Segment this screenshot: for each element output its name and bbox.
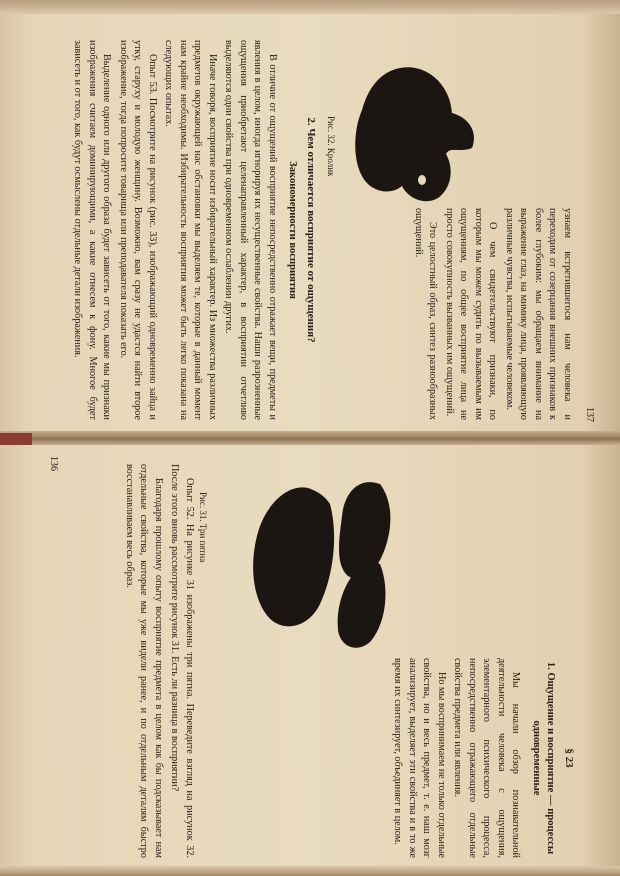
page-number: 137 bbox=[584, 407, 595, 422]
figure-31-caption: Рис. 31. Три пятна bbox=[198, 492, 208, 563]
bookmark-ribbon bbox=[0, 433, 32, 445]
page-number: 136 bbox=[48, 456, 59, 471]
page-edge-bottom bbox=[0, 866, 620, 876]
figure-31-three-spots bbox=[235, 464, 401, 654]
section-subheading: Закономерности восприятия bbox=[287, 161, 299, 299]
paragraph-number: § 23 bbox=[563, 748, 575, 768]
column-bottom: Опыт 52. На рисунке 31 изображены три пятна. Переведите взгляд на рисунок 32. После этого вновь рассмотрите рисунок 31. Есть ли разница в восприятии? Благодаря прошлому опыту восприятие предмета в целом как бы подсказывает нам отдельные свойства, которые мы уже видели ранее, и по отдельным деталям быстро восстанавливаем весь образ. bbox=[124, 464, 195, 858]
figure-32-rabbit bbox=[340, 58, 481, 208]
book-spine bbox=[0, 431, 620, 445]
page-137 bbox=[40, 26, 600, 426]
section-heading: 2. Чем отличается восприятие от ощущения? bbox=[305, 117, 317, 343]
column-beside-figure: § 23 1. Ощущение и восприятие — процессы одновременные Мы начали обзор познавательной деятельности человека с ощущения, элементарного психического процесса, непосредственно отражающего отдельные свойства предмета или явления. Но мы воспринимаем не только отдельные свойства, но и весь предмет, т. е. наш мозг анализирует, выделяет эти свойства и в то же время их синтезирует, объединяет в целом. bbox=[392, 658, 575, 858]
column-main: 2. Чем отличается восприятие от ощущения? Закономерности восприятия В отличие от ощущений восприятие непосредственно отражает вещи, предметы и явления в целом, иногда игнорируя их несущественные свойства. Наши разрозненные ощущения приобретают целенаправленный характер, в восприятии отчетливо выделяются одни свойства при одновременном ослаблении других. Иначе говоря, восприятие носит избирательный характер. Из множества различных предметов окружающей нас обстановки мы выделяем те, которые в данный момент нам крайне необходимы. Избирательность восприятия может быть легко показана на следующих опытах. Опыт 53. Посмотрите на рисунок (рис. 33), изображающий одновременно зайца и утку, старуху и молодую женщину. Возможно, вам сразу не удастся найти второе изображение, тогда попросите товарища или преподавателя показать его. Выделение одного или другого образа будет зависеть от того, какие мы признаки изображения считаем доминирующими, а какие отнесем к фону. Многое будет зависеть и от того, как будут осмыслены отдельные детали изображения. bbox=[72, 40, 317, 420]
chapter-heading: 1. Ощущение и восприятие — процессы одновременные bbox=[531, 661, 557, 855]
figure-32-caption: Рис. 32. Кролик bbox=[326, 116, 336, 177]
column-top: узнаем встретившегося нам человека и переходим от созерцания внешних признаков к более глубоким: мы обращаем внимание на выражение глаз, на мимику лица, проявляющую различные чувства, испытываемые человеком. О чем свидетельствуют признаки, по которым мы можем судить по вызываемым им ощущениям, по общее восприятие лица не просто совокупность вызванных им ощущений. Это целостный образ, синтез разнообразных ощущений. bbox=[413, 208, 573, 420]
page-edge-top bbox=[0, 0, 620, 14]
page-136 bbox=[40, 452, 600, 862]
